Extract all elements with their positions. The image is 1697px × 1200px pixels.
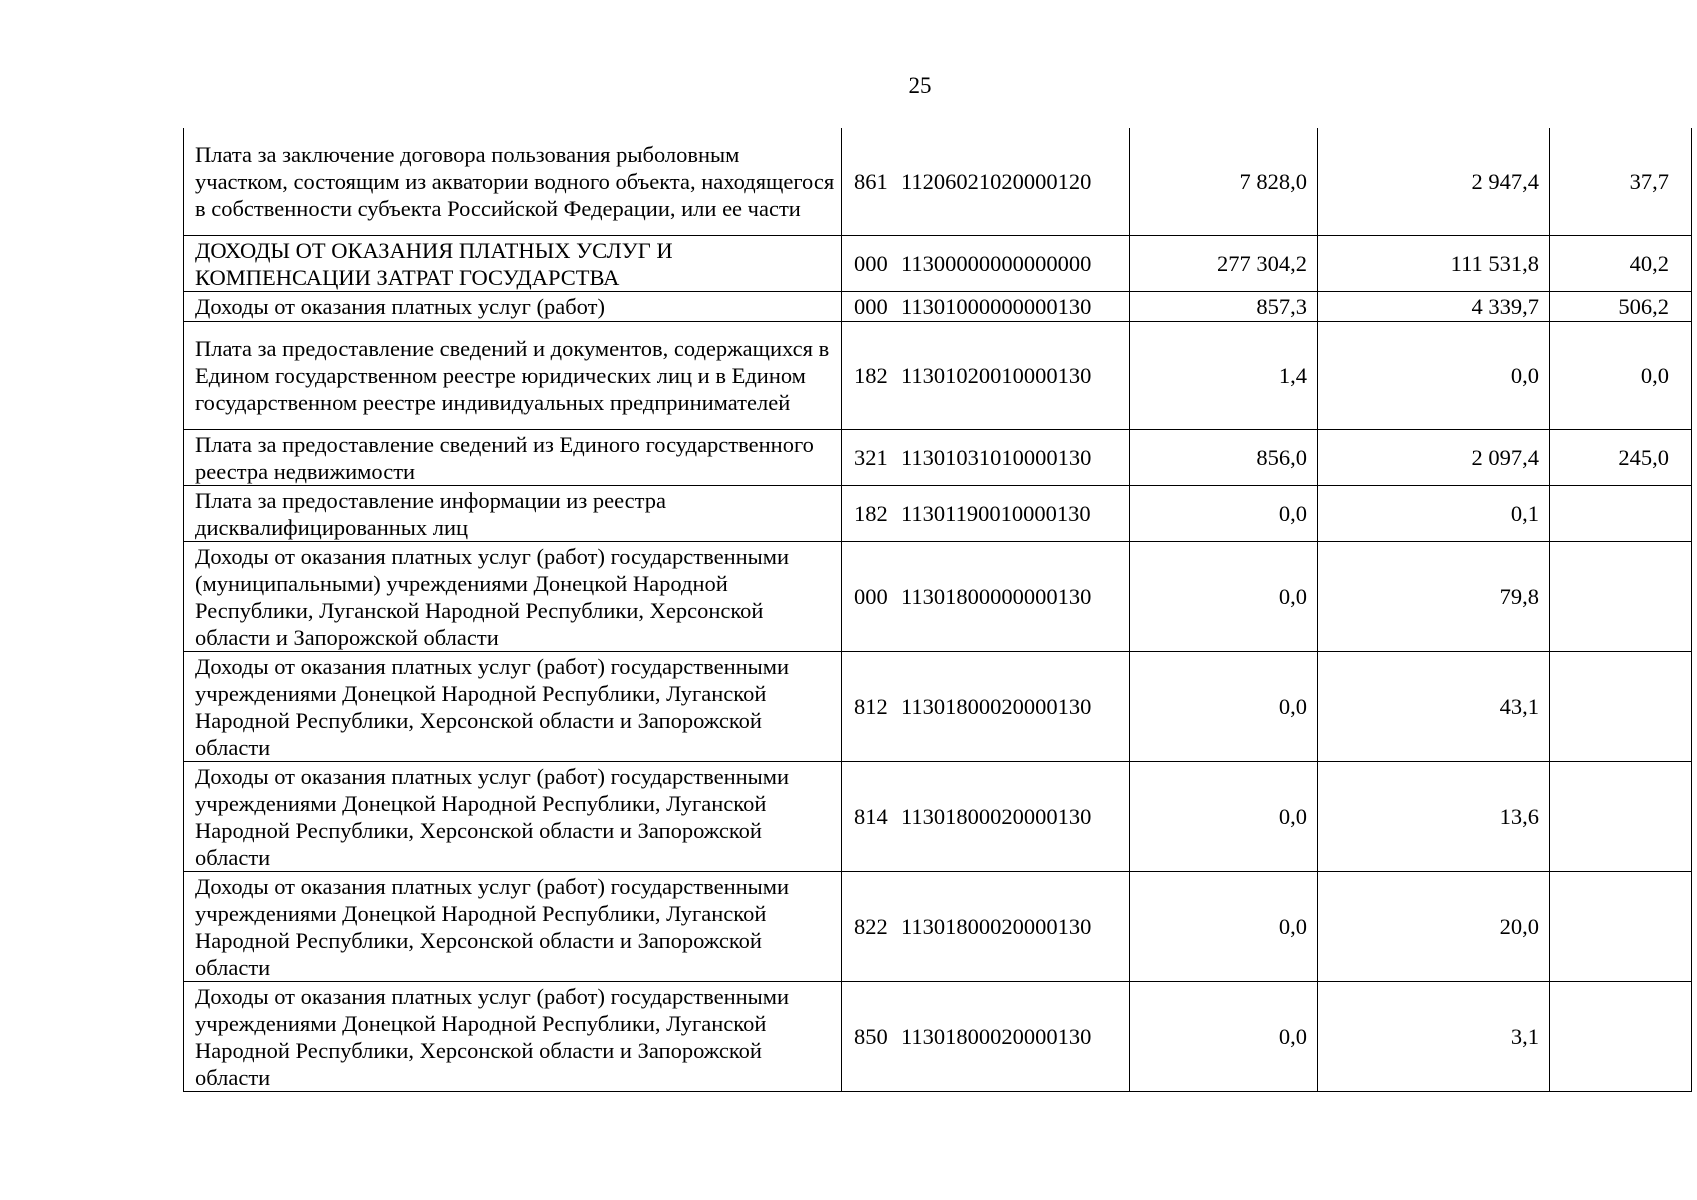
row-name: Плата за предоставление сведений из Единого государственного реестра недвижимости (184, 429, 842, 485)
row-name: Плата за предоставление информации из реестра дисквалифицированных лиц (184, 485, 842, 541)
page-number: 25 (908, 73, 932, 98)
row-fact: 3,1 (1318, 981, 1550, 1091)
row-fact: 2 097,4 (1318, 429, 1550, 485)
row-code-cell (842, 235, 1130, 291)
row-percent (1550, 541, 1692, 651)
row-plan: 0,0 (1130, 541, 1318, 651)
row-admin-code: 182 (854, 501, 888, 526)
row-percent (1550, 871, 1692, 981)
row-admin-code: 814 (854, 804, 888, 829)
row-percent: 245,0 (1550, 429, 1692, 485)
row-plan: 0,0 (1130, 981, 1318, 1091)
row-budget-code: 11301800020000130 (901, 1024, 1092, 1049)
row-code-cell (842, 321, 1130, 429)
row-plan: 0,0 (1130, 485, 1318, 541)
row-admin-code: 182 (854, 363, 888, 388)
row-budget-code: 11301800020000130 (901, 694, 1092, 719)
row-plan: 0,0 (1130, 871, 1318, 981)
row-fact: 20,0 (1318, 871, 1550, 981)
row-plan: 0,0 (1130, 651, 1318, 761)
table-row (184, 485, 1692, 541)
row-percent: 0,0 (1550, 321, 1692, 429)
row-budget-code: 11301190010000130 (901, 501, 1091, 526)
row-percent (1550, 981, 1692, 1091)
row-name: ДОХОДЫ ОТ ОКАЗАНИЯ ПЛАТНЫХ УСЛУГ И КОМПЕНСАЦИИ ЗАТРАТ ГОСУДАРСТВА (184, 235, 842, 291)
table-row (184, 429, 1692, 485)
row-percent (1550, 761, 1692, 871)
row-name: Доходы от оказания платных услуг (работ) государственными учреждениями Донецкой Народной Республики, Луганской Народной Республики, Херсонской области и Запорожской области (184, 981, 842, 1091)
revenue-table-body (184, 128, 1692, 1091)
row-name: Доходы от оказания платных услуг (работ) государственными учреждениями Донецкой Народной Республики, Луганской Народной Республики, Херсонской области и Запорожской области (184, 761, 842, 871)
row-budget-code: 11301031010000130 (901, 445, 1092, 470)
row-admin-code: 861 (854, 169, 888, 195)
row-budget-code: 11301800020000130 (901, 804, 1092, 829)
row-code-cell (842, 128, 1130, 235)
table-row (184, 541, 1692, 651)
row-percent: 506,2 (1550, 291, 1692, 321)
table-row (184, 235, 1692, 291)
row-percent (1550, 651, 1692, 761)
row-name: Доходы от оказания платных услуг (работ) (184, 291, 842, 321)
row-fact: 13,6 (1318, 761, 1550, 871)
row-code-cell (842, 541, 1130, 651)
row-plan: 857,3 (1130, 291, 1318, 321)
row-name: Доходы от оказания платных услуг (работ) государственными учреждениями Донецкой Народной Республики, Луганской Народной Республики, Херсонской области и Запорожской области (184, 651, 842, 761)
row-plan: 277 304,2 (1130, 235, 1318, 291)
row-code-cell (842, 485, 1130, 541)
row-percent: 37,7 (1550, 128, 1692, 235)
row-fact: 79,8 (1318, 541, 1550, 651)
table-row (184, 871, 1692, 981)
row-code-cell (842, 981, 1130, 1091)
row-admin-code: 812 (854, 694, 888, 719)
row-code-cell (842, 761, 1130, 871)
row-budget-code: 11300000000000000 (901, 251, 1092, 276)
row-plan: 1,4 (1130, 321, 1318, 429)
row-name: Доходы от оказания платных услуг (работ) государственными учреждениями Донецкой Народной Республики, Луганской Народной Республики, Херсонской области и Запорожской области (184, 871, 842, 981)
row-name: Плата за предоставление сведений и документов, содержащихся в Едином государственном реестре юридических лиц и в Едином государственном реестре индивидуальных предпринимателей (184, 321, 842, 429)
row-budget-code: 11301800000000130 (901, 584, 1092, 609)
row-code-cell (842, 291, 1130, 321)
table-row (184, 651, 1692, 761)
row-code-cell (842, 871, 1130, 981)
row-name: Плата за заключение договора пользования рыболовным участком, состоящим из акватории водного объекта, находящегося в собственности субъекта Российской Федерации, или ее части (184, 128, 842, 235)
row-budget-code: 11206021020000120 (901, 169, 1092, 195)
row-percent (1550, 485, 1692, 541)
row-fact: 4 339,7 (1318, 291, 1550, 321)
row-fact: 111 531,8 (1318, 235, 1550, 291)
row-admin-code: 850 (854, 1024, 888, 1049)
row-fact: 0,1 (1318, 485, 1550, 541)
row-code-cell (842, 429, 1130, 485)
row-fact: 2 947,4 (1318, 128, 1550, 235)
row-admin-code: 000 (854, 584, 888, 609)
row-fact: 0,0 (1318, 321, 1550, 429)
revenue-table (183, 128, 1692, 1092)
row-percent: 40,2 (1550, 235, 1692, 291)
table-row (184, 128, 1692, 235)
row-plan: 0,0 (1130, 761, 1318, 871)
row-admin-code: 321 (854, 445, 888, 470)
row-admin-code: 822 (854, 914, 888, 939)
row-admin-code: 000 (854, 294, 888, 319)
row-plan: 7 828,0 (1130, 128, 1318, 235)
table-row (184, 981, 1692, 1091)
table-row (184, 321, 1692, 429)
table-row (184, 761, 1692, 871)
table-row (184, 291, 1692, 321)
row-budget-code: 11301000000000130 (901, 294, 1092, 319)
row-plan: 856,0 (1130, 429, 1318, 485)
row-name: Доходы от оказания платных услуг (работ) государственными (муниципальными) учреждениями Донецкой Народной Республики, Луганской Народной Республики, Херсонской области и Запорожской области (184, 541, 842, 651)
row-admin-code: 000 (854, 251, 888, 276)
row-code-cell (842, 651, 1130, 761)
row-budget-code: 11301020010000130 (901, 363, 1092, 388)
row-fact: 43,1 (1318, 651, 1550, 761)
row-budget-code: 11301800020000130 (901, 914, 1092, 939)
